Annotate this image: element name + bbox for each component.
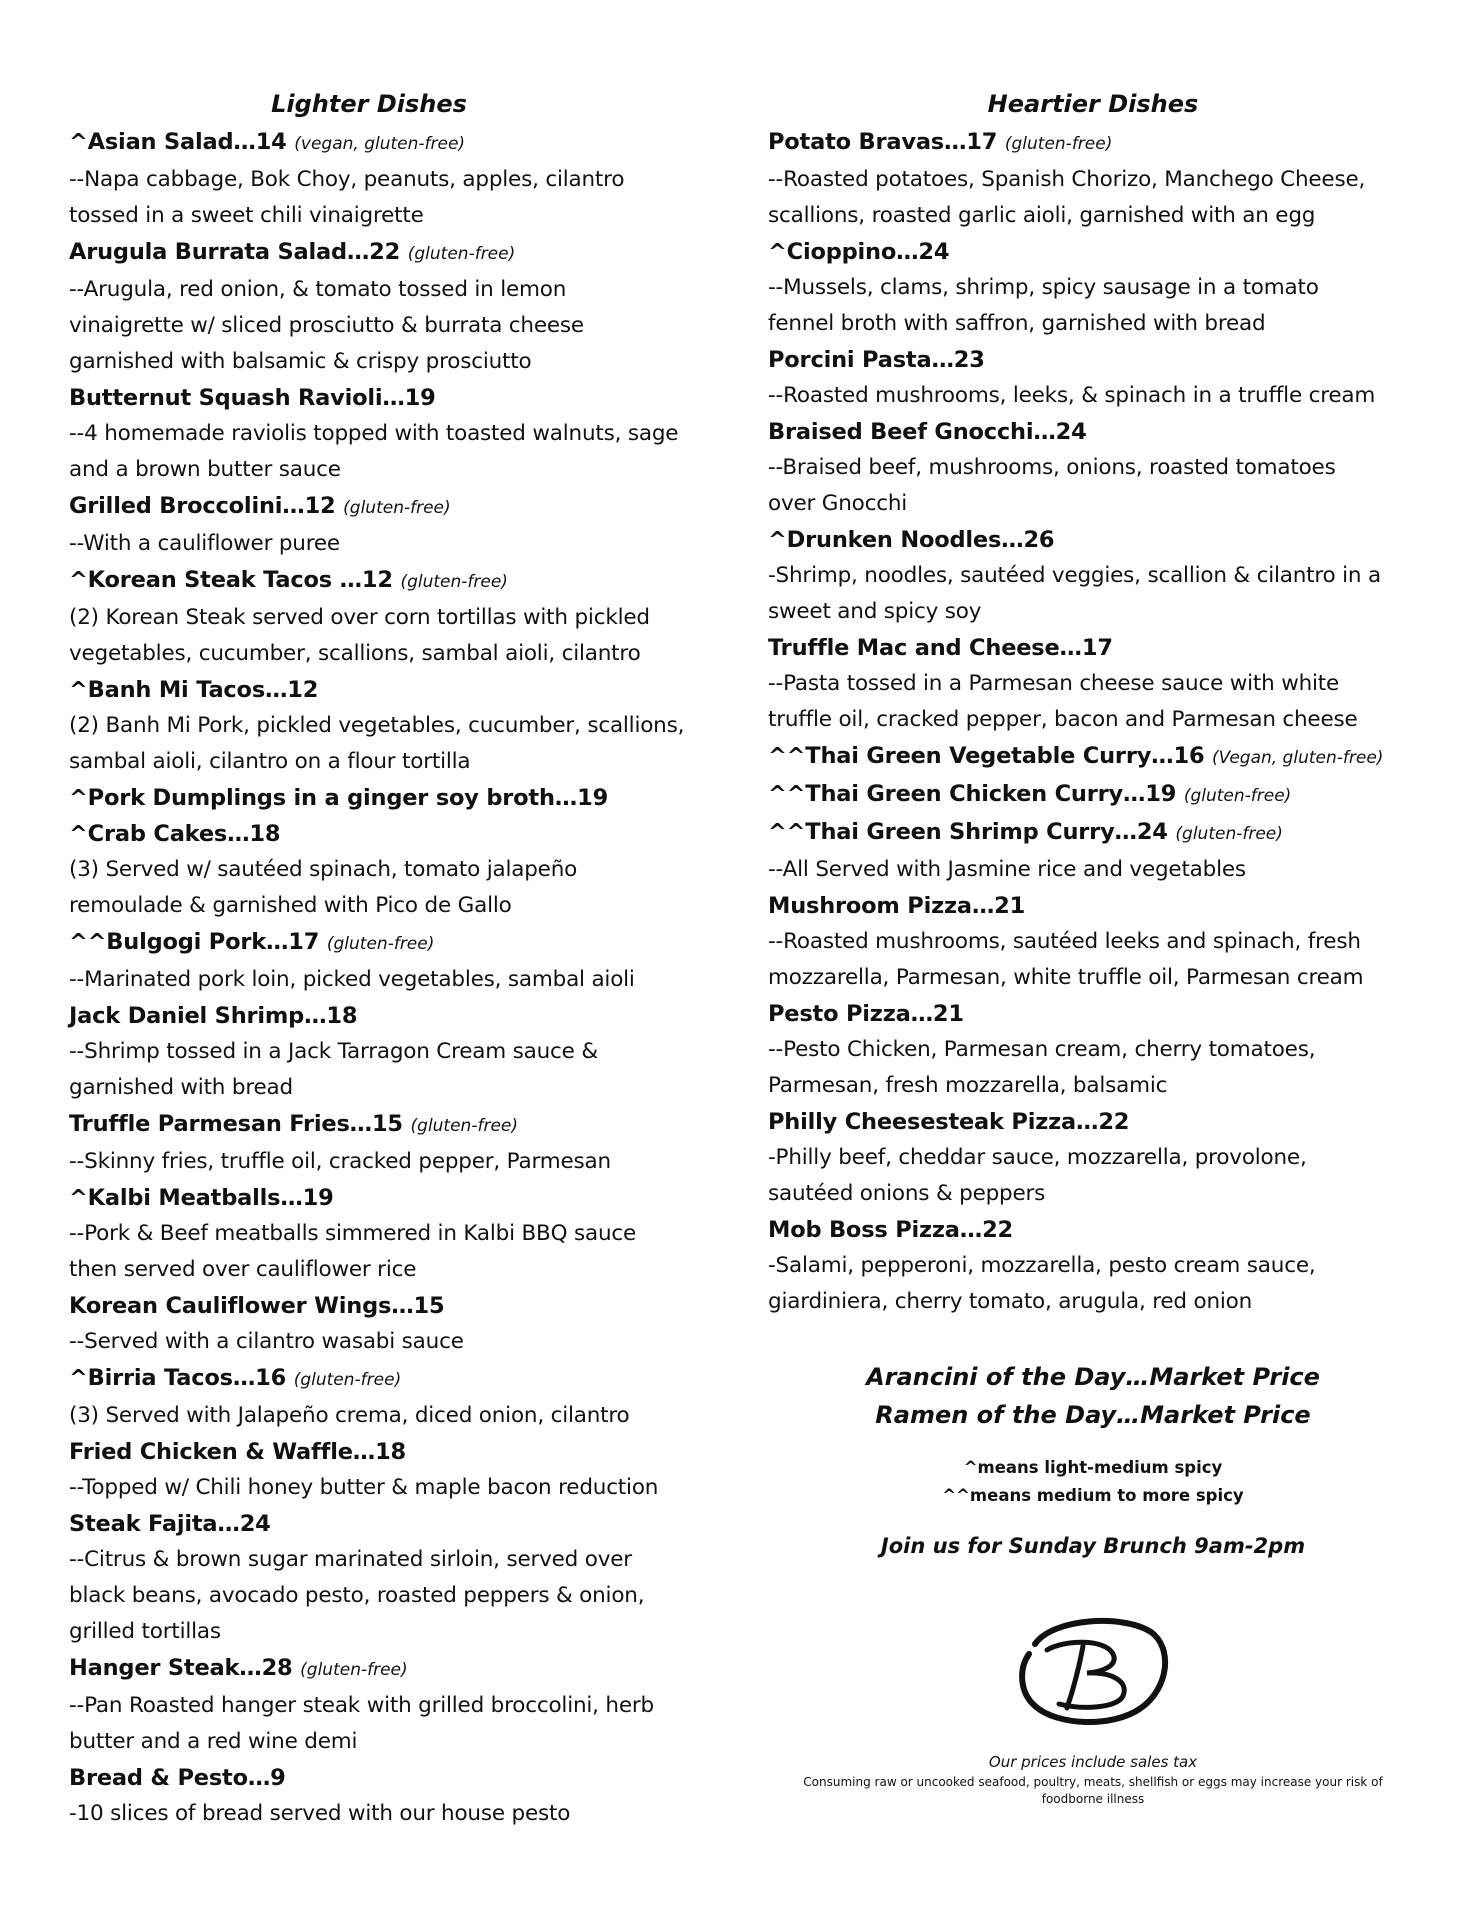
dish-description-line: --Citrus & brown sugar marinated sirloin, served over (69, 1547, 632, 1572)
menu-item-title (768, 234, 1418, 270)
dish-description-line: sautéed onions & peppers (768, 1181, 1046, 1206)
menu-item-title (768, 738, 1418, 776)
dish-description-line: --Pork & Beef meatballs simmered in Kalbi BBQ sauce (69, 1221, 637, 1246)
dish-description-line: --Napa cabbage, Bok Choy, peanuts, apples, cilantro (69, 167, 625, 192)
menu-item-title (69, 780, 709, 816)
dish-description-line: --Served with a cilantro wasabi sauce (69, 1329, 464, 1354)
dish-description-line: over Gnocchi (768, 491, 908, 516)
menu-item (69, 672, 709, 780)
ramen-special: Ramen of the Day…Market Price (875, 1401, 1311, 1429)
menu-item-title (768, 414, 1418, 450)
menu-item (768, 776, 1418, 814)
menu-item-title (768, 124, 1418, 162)
lighter-dishes-list (69, 124, 709, 1832)
menu-item-title (768, 996, 1418, 1032)
menu-item-title (69, 488, 709, 526)
menu-item-title (69, 1760, 709, 1796)
menu-item (69, 1760, 709, 1832)
dish-description-line: (3) Served with Jalapeño crema, diced onion, cilantro (69, 1403, 630, 1428)
lighter-dishes-column (69, 86, 709, 1832)
menu-item (768, 1212, 1418, 1320)
menu-item (69, 488, 709, 562)
dish-description-line: (2) Korean Steak served over corn tortillas with pickled (69, 605, 650, 630)
dish-name: Potato Bravas…17 (768, 129, 998, 155)
dish-description-line: --Marinated pork loin, picked vegetables, sambal aioli (69, 967, 635, 992)
dish-name: Truffle Mac and Cheese…17 (768, 635, 1113, 661)
dish-name: ^Cioppino…24 (768, 239, 950, 265)
menu-item (69, 234, 709, 380)
menu-item-title (69, 1650, 709, 1688)
dish-name: Philly Cheesesteak Pizza…22 (768, 1109, 1130, 1135)
dish-name: ^^Thai Green Chicken Curry…19 (768, 781, 1177, 807)
brunch-notice: Join us for Sunday Brunch 9am-2pm (880, 1534, 1306, 1558)
dish-description-line: --Braised beef, mushrooms, onions, roasted tomatoes (768, 455, 1336, 480)
dish-name: ^Asian Salad…14 (69, 129, 287, 155)
dish-description-line: mozzarella, Parmesan, white truffle oil, Parmesan cream (768, 965, 1364, 990)
dish-description-line: --Skinny fries, truffle oil, cracked pepper, Parmesan (69, 1149, 611, 1174)
menu-item (69, 124, 709, 234)
menu-item (768, 234, 1418, 342)
dish-description-line: --Pan Roasted hanger steak with grilled broccolini, herb (69, 1693, 654, 1718)
dish-description-line: giardiniera, cherry tomato, arugula, red onion (768, 1289, 1253, 1314)
dish-name: Braised Beef Gnocchi…24 (768, 419, 1087, 445)
dish-name: ^Birria Tacos…16 (69, 1365, 287, 1391)
spice-legend (768, 1454, 1418, 1510)
menu-item-title (69, 816, 709, 852)
menu-item (69, 998, 709, 1106)
dish-name: Arugula Burrata Salad…22 (69, 239, 401, 265)
dietary-note: (gluten-free) (293, 1370, 402, 1390)
dish-description-line: vinaigrette w/ sliced prosciutto & burrata cheese (69, 313, 584, 338)
dietary-note: (Vegan, gluten-free) (1212, 748, 1384, 768)
menu-item (69, 562, 709, 672)
menu-item-title (69, 998, 709, 1034)
dietary-note: (vegan, gluten-free) (294, 134, 466, 154)
dish-description-line: -Shrimp, noodles, sautéed veggies, scallion & cilantro in a (768, 563, 1381, 588)
dish-description-line: --Pasta tossed in a Parmesan cheese sauce with white (768, 671, 1340, 696)
legend-light-spicy: ^means light-medium spicy (963, 1458, 1223, 1477)
dish-name: ^Drunken Noodles…26 (768, 527, 1055, 553)
menu-item (768, 414, 1418, 522)
menu-item (768, 888, 1418, 996)
menu-item-title (768, 1104, 1418, 1140)
dish-name: Grilled Broccolini…12 (69, 493, 336, 519)
dish-description-line: --Roasted mushrooms, leeks, & spinach in a truffle cream (768, 383, 1376, 408)
menu-item-title (768, 776, 1418, 814)
dish-description-line: remoulade & garnished with Pico de Gallo (69, 893, 512, 918)
dish-description-line: Parmesan, fresh mozzarella, balsamic (768, 1073, 1168, 1098)
dish-description-line: --Roasted mushrooms, sautéed leeks and spinach, fresh (768, 929, 1361, 954)
menu-item-title (69, 1506, 709, 1542)
menu-item-title (69, 1434, 709, 1470)
menu-item-title (69, 1180, 709, 1216)
menu-item-title (69, 672, 709, 708)
menu-item (768, 996, 1418, 1104)
dietary-note: (gluten-free) (300, 1660, 408, 1680)
dish-description-line: tossed in a sweet chili vinaigrette (69, 203, 424, 228)
dish-name: Truffle Parmesan Fries…15 (69, 1111, 403, 1137)
menu-item-title (69, 1106, 709, 1144)
dish-description-line: --Shrimp tossed in a Jack Tarragon Cream sauce & (69, 1039, 598, 1064)
menu-item-title (768, 888, 1418, 924)
dish-description-line: and a brown butter sauce (69, 457, 341, 482)
menu-item-title (69, 1360, 709, 1398)
dish-name: ^^Bulgogi Pork…17 (69, 929, 320, 955)
dish-name: Mob Boss Pizza…22 (768, 1217, 1014, 1243)
menu-item-title (69, 924, 709, 962)
dish-description-line: vegetables, cucumber, scallions, sambal aioli, cilantro (69, 641, 641, 666)
dish-description-line: (2) Banh Mi Pork, pickled vegetables, cucumber, scallions, (69, 713, 685, 738)
legend-more-spicy: ^^means medium to more spicy (942, 1486, 1244, 1505)
dish-name: Bread & Pesto…9 (69, 1765, 286, 1791)
menu-item (69, 1506, 709, 1650)
dish-description-line: grilled tortillas (69, 1619, 221, 1644)
dish-description-line: --All Served with Jasmine rice and vegetables (768, 857, 1246, 882)
dish-description-line: (3) Served w/ sautéed spinach, tomato jalapeño (69, 857, 578, 882)
dish-name: Korean Cauliflower Wings…15 (69, 1293, 445, 1319)
lighter-dishes-heading: Lighter Dishes (271, 90, 467, 118)
menu-item (69, 1180, 709, 1288)
menu-item-title (768, 814, 1418, 852)
dish-description-line: scallions, roasted garlic aioli, garnished with an egg (768, 203, 1316, 228)
dish-name: ^^Thai Green Shrimp Curry…24 (768, 819, 1168, 845)
dish-description-line: -10 slices of bread served with our house pesto (69, 1801, 571, 1826)
menu-item (768, 342, 1418, 414)
dish-name: Steak Fajita…24 (69, 1511, 271, 1537)
menu-item (69, 816, 709, 924)
dish-description-line: fennel broth with saffron, garnished with bread (768, 311, 1266, 336)
dish-name: Butternut Squash Ravioli…19 (69, 385, 436, 411)
extras-section (768, 1358, 1418, 1808)
dish-description-line: then served over cauliflower rice (69, 1257, 417, 1282)
menu-item (768, 814, 1418, 888)
dietary-note: (gluten-free) (1004, 134, 1113, 154)
b-logo-icon (1013, 1610, 1173, 1730)
dish-description-line: butter and a red wine demi (69, 1729, 358, 1754)
menu-item (69, 1288, 709, 1360)
heartier-dishes-heading: Heartier Dishes (987, 90, 1199, 118)
tax-notice: Our prices include sales tax (988, 1753, 1198, 1771)
dish-description-line: sweet and spicy soy (768, 599, 982, 624)
menu-item (69, 1434, 709, 1506)
dietary-note: (gluten-free) (343, 498, 451, 518)
dish-name: Fried Chicken & Waffle…18 (69, 1439, 407, 1465)
dish-name: ^Crab Cakes…18 (69, 821, 281, 847)
dish-description-line: --Arugula, red onion, & tomato tossed in lemon (69, 277, 567, 302)
dietary-note: (gluten-free) (400, 572, 508, 592)
menu-item-title (768, 342, 1418, 378)
dietary-note: (gluten-free) (407, 244, 516, 264)
dish-description-line: black beans, avocado pesto, roasted peppers & onion, (69, 1583, 645, 1608)
dish-name: ^Korean Steak Tacos …12 (69, 567, 393, 593)
dish-description-line: --Roasted potatoes, Spanish Chorizo, Manchego Cheese, (768, 167, 1366, 192)
menu-item (768, 124, 1418, 234)
dish-name: Porcini Pasta…23 (768, 347, 985, 373)
dish-description-line: truffle oil, cracked pepper, bacon and Parmesan cheese (768, 707, 1358, 732)
dish-name: Jack Daniel Shrimp…18 (69, 1003, 358, 1029)
dietary-note: (gluten-free) (410, 1116, 518, 1136)
dietary-note: (gluten-free) (1175, 824, 1283, 844)
menu-item-title (768, 630, 1418, 666)
dish-description-line: sambal aioli, cilantro on a flour tortilla (69, 749, 471, 774)
menu-item-title (69, 562, 709, 600)
dish-name: ^Kalbi Meatballs…19 (69, 1185, 334, 1211)
dish-description-line: --Mussels, clams, shrimp, spicy sausage in a tomato (768, 275, 1319, 300)
menu-item (69, 1360, 709, 1434)
dish-name: ^Banh Mi Tacos…12 (69, 677, 319, 703)
menu-item (69, 780, 709, 816)
menu-item-title (69, 234, 709, 272)
dietary-note: (gluten-free) (1183, 786, 1292, 806)
menu-item (69, 1650, 709, 1760)
dish-name: Hanger Steak…28 (69, 1655, 293, 1681)
dish-name: ^^Thai Green Vegetable Curry…16 (768, 743, 1205, 769)
dish-description-line: --Pesto Chicken, Parmesan cream, cherry tomatoes, (768, 1037, 1316, 1062)
menu-item (69, 924, 709, 998)
dietary-note: (gluten-free) (326, 934, 435, 954)
dish-description-line: --Topped w/ Chili honey butter & maple bacon reduction (69, 1475, 659, 1500)
heartier-dishes-list (768, 124, 1418, 1320)
menu-item-title (69, 1288, 709, 1324)
menu-item (768, 738, 1418, 776)
dish-description-line: garnished with bread (69, 1075, 293, 1100)
dish-description-line: --4 homemade raviolis topped with toasted walnuts, sage (69, 421, 679, 446)
menu-item-title (69, 380, 709, 416)
menu-item-title (69, 124, 709, 162)
dish-name: Mushroom Pizza…21 (768, 893, 1026, 919)
dish-description-line: --With a cauliflower puree (69, 531, 340, 556)
heartier-dishes-column (768, 86, 1418, 1320)
dish-description-line: -Philly beef, cheddar sauce, mozzarella, provolone, (768, 1145, 1307, 1170)
menu-item (768, 522, 1418, 630)
dish-description-line: garnished with balsamic & crispy prosciutto (69, 349, 532, 374)
menu-item (768, 1104, 1418, 1212)
menu-item-title (768, 522, 1418, 558)
arancini-special: Arancini of the Day…Market Price (866, 1363, 1320, 1391)
menu-item (69, 1106, 709, 1180)
menu-item-title (768, 1212, 1418, 1248)
dish-name: Pesto Pizza…21 (768, 1001, 964, 1027)
menu-item (69, 380, 709, 488)
menu-item (768, 630, 1418, 738)
foodborne-warning: Consuming raw or uncooked seafood, poultry, meats, shellfish or eggs may increase your risk of foodborne illness (803, 1775, 1383, 1806)
dish-name: ^Pork Dumplings in a ginger soy broth…19 (69, 785, 609, 811)
dish-description-line: -Salami, pepperoni, mozzarella, pesto cream sauce, (768, 1253, 1316, 1278)
